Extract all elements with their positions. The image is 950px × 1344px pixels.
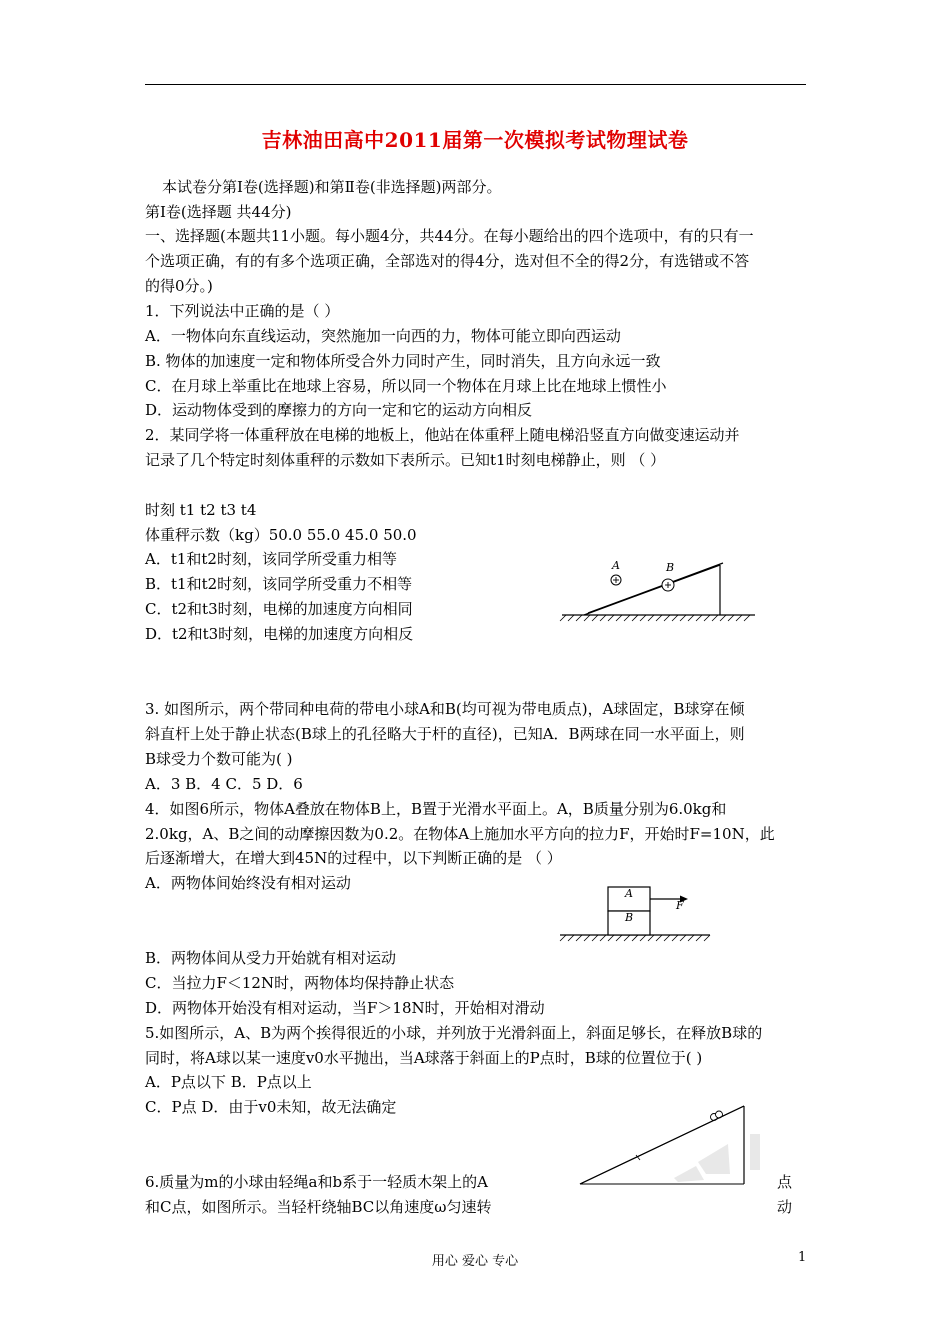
section-intro-line: 个选项正确，有的有多个选项正确，全部选对的得4分，选对但不全的得2分，有选错或不答	[145, 252, 750, 270]
section-intro-line: 的得0分。)	[145, 277, 213, 295]
q4-option: B．两物体间从受力开始就有相对运动	[145, 949, 397, 967]
q2-option: C．t2和t3时刻，电梯的加速度方向相同	[145, 600, 413, 618]
q4-stem-line: 后逐渐增大，在增大到45N的过程中，以下判断正确的是 （ ）	[145, 849, 562, 867]
q2-table-row: 时刻 t1 t2 t3 t4	[145, 501, 257, 519]
q3-stem-line: 斜直杆上处于静止状态(B球上的孔径略大于杆的直径)，已知A．B两球在同一水平面上，则	[145, 725, 745, 743]
exam-title: 吉林油田高中2011届第一次模拟考试物理试卷	[261, 128, 689, 152]
block-a-label: A	[625, 887, 633, 900]
q2-option: B．t1和t2时刻，该同学所受重力不相等	[145, 575, 413, 593]
q4-stem-line: 2.0kg，A、B之间的动摩擦因数为0.2。在物体A上施加水平方向的拉力F，开始时F=10N，此	[145, 825, 775, 843]
page-footer: 用心 爱心 专心	[431, 1254, 519, 1269]
q1-option: C．在月球上举重比在地球上容易，所以同一个物体在月球上比在地球上惯性小	[145, 377, 667, 395]
q2-table-row: 体重秤示数（kg）50.0 55.0 45.0 50.0	[145, 526, 417, 544]
q4-stem-line: 4．如图6所示，物体A叠放在物体B上，B置于光滑水平面上。A，B质量分别为6.0kg和	[145, 800, 727, 818]
q4-option: C．当拉力F＜12N时，两物体均保持静止状态	[145, 974, 455, 992]
q5-stem-line: 5.如图所示，A、B为两个挨得很近的小球，并列放于光滑斜面上，斜面足够长，在释放B球的	[145, 1024, 763, 1042]
q1-option: A．一物体向东直线运动，突然施加一向西的力，物体可能立即向西运动	[145, 327, 621, 345]
q3-stem-line: 3. 如图所示，两个带同种电荷的带电小球A和B(均可视为带电质点)，A球固定，B球穿在倾	[145, 700, 745, 718]
q2-stem-line: 记录了几个特定时刻体重秤的示数如下表所示。已知t1时刻电梯静止，则 （ ）	[145, 451, 666, 469]
intro-line: 本试卷分第Ⅰ卷(选择题)和第Ⅱ卷(非选择题)两部分。	[162, 178, 502, 196]
q6-line-end: 动	[777, 1198, 793, 1216]
q6-line: 和C点，如图所示。当轻杆绕轴BC以角速度ω匀速转	[145, 1198, 492, 1216]
section-intro-line: 一、选择题(本题共11小题。每小题4分，共44分。在每小题给出的四个选项中，有的只有一	[145, 227, 754, 245]
part1-heading: 第Ⅰ卷(选择题 共44分)	[145, 203, 292, 221]
stacked-blocks-figure	[558, 883, 718, 945]
q3-options: A．3 B．4 C．5 D．6	[145, 775, 303, 793]
q1-option: B. 物体的加速度一定和物体所受合外力同时产生，同时消失，且方向永远一致	[145, 352, 661, 370]
q2-stem-line: 2．某同学将一体重秤放在电梯的地板上，他站在体重秤上随电梯沿竖直方向做变速运动并	[145, 426, 740, 444]
q6-line: 6.质量为m的小球由轻绳a和b系于一轻质木架上的A	[145, 1173, 488, 1191]
ball-b-label: B	[666, 561, 675, 574]
q5-option: A．P点以下 B．P点以上	[145, 1073, 312, 1091]
ball-a-label: A	[612, 559, 620, 572]
inclined-plane-figure	[578, 1100, 778, 1190]
incline-rod-figure	[560, 555, 760, 625]
q1-stem: 1．下列说法中正确的是（ ）	[145, 302, 340, 320]
q2-option: A．t1和t2时刻，该同学所受重力相等	[145, 550, 397, 568]
q3-stem-line: B球受力个数可能为( )	[145, 750, 293, 768]
page-number: 1	[798, 1250, 807, 1265]
q5-stem-line: 同时，将A球以某一速度v0水平抛出，当A球落于斜面上的P点时，B球的位置位于( )	[145, 1049, 703, 1067]
force-f-label: F	[676, 899, 684, 912]
q6-line-end: 点	[777, 1173, 793, 1191]
header-rule	[145, 84, 806, 85]
q1-option: D．运动物体受到的摩擦力的方向一定和它的运动方向相反	[145, 401, 533, 419]
q2-option: D．t2和t3时刻，电梯的加速度方向相反	[145, 625, 414, 643]
q4-option: A．两物体间始终没有相对运动	[145, 874, 351, 892]
q5-option: C．P点 D．由于v0未知，故无法确定	[145, 1098, 397, 1116]
q4-option: D．两物体开始没有相对运动，当F＞18N时，开始相对滑动	[145, 999, 545, 1017]
block-b-label: B	[625, 911, 634, 924]
